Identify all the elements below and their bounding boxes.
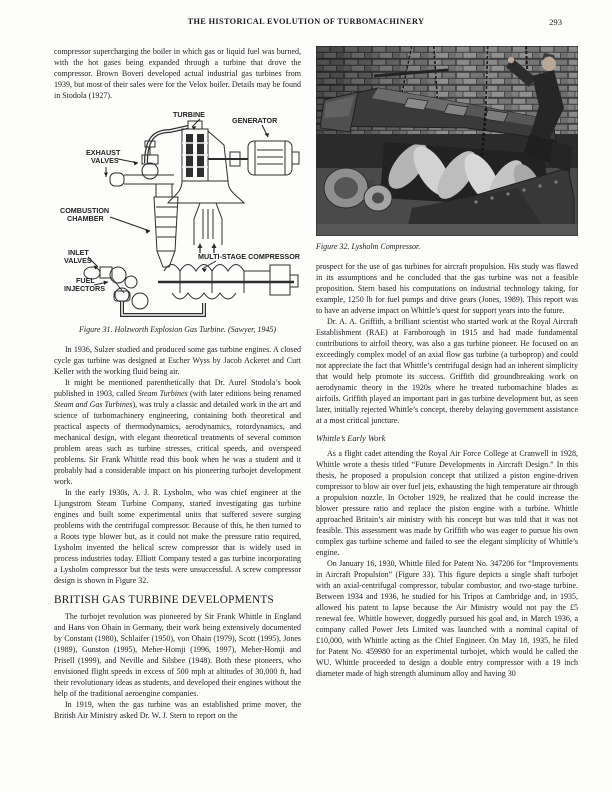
text-run: In the early 1930s, A. J. R. Lysholm, who was chief engineer at the Ljungstrom Steam Turbine Company, started investigating gas turbine engines and built some experimental units that suffered severe surging problems with the centrifugal compressor. Because of this, he then turned to a Roots type blower but, as it could not make the pressure ratio required, Lysholm invented the helical screw compressor that is widely used in process industries today. Elliott Company tested a gas turbine incorporating a Lysholm compressor but the tests were unsuccessful. A screw compressor design is shown in Figure 32.	[54, 488, 301, 585]
body-paragraph	[54, 377, 301, 487]
text-run: Dr. A. A. Griffith, a brilliant scientist who started work at the Royal Aircraft Establishment (RAE) at Farnborough in 1915 and had made fundamental contributions to airfoil theory, was also a gas turbine pioneer. He focused on an exceedingly complex model of an axial flow gas turbine (a turboprop) and could not appreciate the fact that Whittle’s centrifugal design had an inherent simplicity that would help promote its success. Griffith did groundbreaking work on aerodynamic theory in the 1920s where he treated turbomachine blades as airfoils. Griffith played an important part in gas turbine development but, as seen later, initially rejected Whittle’s concept, thereby delaying government assistance at a most critical juncture.	[316, 317, 578, 425]
body-paragraph	[316, 448, 578, 558]
text-run: The turbojet revolution was pioneered by Sir Frank Whittle in England and Hans von Ohain in Germany, their work being extensively documented by Constant (1980), Schlaifer (1950), von Ohain (1979), Scott (1995), Jones (1989), Gunston (1995), Meher-Homji (1996, 1997), Meher-Homji and Prisell (1999), and Neville and Silsbee (1948). Both these pioneers, who envisioned flight speeds in excess of 500 mph at altitudes of 30,000 ft, had their revolutionary ideas as students, and developed their engines without the help of the traditional aeroengine companies.	[54, 612, 301, 698]
text-run: In 1919, when the gas turbine was an established prime mover, the British Air Ministry asked Dr. W. J. Stern to report on the	[54, 700, 301, 720]
body-paragraph	[54, 344, 301, 377]
text-run: prospect for the use of gas turbines for aircraft propulsion. His study was flawed in its assumptions and he concluded that the gas turbine was not a feasible proposition. Stern based his computations on industrial technology taking, for example, 1250 lb for fuel pumps and drive gears (Jones, 1989). This report was to have an adverse impact on Whittle’s quest for support years into the future.	[316, 262, 578, 315]
label-inlet-1: INLET	[68, 248, 89, 257]
column-right	[316, 46, 578, 679]
italic-text-run: Steam and Gas Turbines	[54, 400, 133, 409]
body-paragraph	[54, 46, 301, 101]
text-run: On January 16, 1930, Whittle filed for Patent No. 347206 for “Improvements in Aircraft Propulsion” (Figure 33). This figure depicts a single shaft turbojet with an axial-centrifugal compressor, tubular combustor, and two-stage turbine. Between 1934 and 1936, he studied for his Tripos at Cambridge and, in 1935, allowed his patent to lapse because the Air Ministry would not pay the £5 renewal fee. Whittle however, doggedly pursued his goal and, in March 1936, a company called Power Jets Limited was launched with a nominal capital of £10,000, with Whittle acting as the Chief Engineer. On May 18, 1935, he filed for Patent No. 459980 for an experimental turbojet, which would be called the WU. Whittle proceeded to design a double entry compressor with a 19 inch diameter made of high strength aluminum alloy and having 30	[316, 559, 578, 678]
page-number: 293	[549, 17, 562, 27]
figure-32	[316, 46, 578, 236]
label-fuel-1: FUEL	[76, 276, 95, 285]
text-run: It might be mentioned parenthetically that Dr. Aurel Stodola’s book published in 1903, called	[54, 378, 301, 398]
figure-31-diagram	[54, 105, 301, 321]
label-turbine: TURBINE	[173, 110, 205, 119]
body-paragraph	[316, 261, 578, 316]
label-combustion-2: CHAMBER	[67, 214, 104, 223]
figure-32-photo	[316, 46, 578, 236]
body-paragraph	[54, 611, 301, 699]
text-run: As a flight cadet attending the Royal Air Force College at Cranwell in 1928, Whittle wrote a thesis titled “Future Developments in Aircraft Design.” In this thesis, he proposed a propulsion concept that utilized a piston engine-driven compressor to blow air over fuel jets, exhausting the high temperature air through a propulsion nozzle. In October 1929, he realized that he could increase the blower pressure ratio and replace the piston engine with a turbine. Whittle approached Britain’s air ministry with his concept but was told that it was not feasible. This assessment was made by Griffith who was eager to pursue his own complex gas turbine scheme and failed to see the elegant simplicity of Whittle’s engine.	[316, 449, 578, 557]
two-column-layout	[54, 46, 578, 721]
figure-31	[54, 105, 301, 321]
figure-31-caption: Figure 31. Holzworth Explosion Gas Turbine. (Sawyer, 1945)	[78, 325, 277, 334]
text-run: ), was truly a classic and detailed work in the art and science of turbomachinery engineering, containing both theoretical and practical aspects of thermodynamics, aerodynamics, rotordynamics, and mechanical design, with elegant theoretical treatments of several common problem areas such as turbine stresses, critical speeds, and overspeed problems. Sir Frank Whittle read this book when he was a student and it probably had a considerable impact on his pioneering turbojet development work.	[54, 400, 301, 486]
body-paragraph	[316, 558, 578, 679]
label-compressor: MULTI-STAGE COMPRESSOR	[198, 252, 300, 261]
column-left	[54, 46, 301, 721]
label-exhaust-2: VALVES	[91, 156, 119, 165]
label-fuel-2: INJECTORS	[64, 284, 106, 293]
text-run: (with later editions being renamed	[187, 389, 301, 398]
section-heading: BRITISH GAS TURBINE DEVELOPMENTS	[54, 594, 274, 606]
text-run: In 1936, Sulzer studied and produced some gas turbine engines. A closed cycle gas turbine was designed at Escher Wyss by Jacob Ackeret and Curt Keller with the working fluid being air.	[54, 345, 301, 376]
italic-text-run: Steam Turbines	[137, 389, 188, 398]
body-paragraph	[54, 487, 301, 586]
body-paragraph	[316, 316, 578, 426]
label-exhaust-1: EXHAUST	[86, 148, 121, 157]
text-run: compressor supercharging the boiler in which gas or liquid fuel was burned, with the hot gases being expanded through a turbine that drove the compressor. Brown Boveri developed actual industrial gas turbines from 1939, but most of their sales were for the Velox boiler. Details may be found in Stodola (1927).	[54, 47, 301, 100]
subsection-heading: Whittle’s Early Work	[316, 434, 386, 443]
label-combustion-1: COMBUSTION	[60, 206, 110, 215]
running-head	[0, 17, 612, 31]
label-inlet-2: VALVES	[64, 256, 92, 265]
figure-32-caption: Figure 32. Lysholm Compressor.	[316, 242, 421, 251]
label-generator: GENERATOR	[232, 116, 278, 125]
body-paragraph	[54, 699, 301, 721]
page-header-title: THE HISTORICAL EVOLUTION OF TURBOMACHINERY	[187, 17, 425, 26]
